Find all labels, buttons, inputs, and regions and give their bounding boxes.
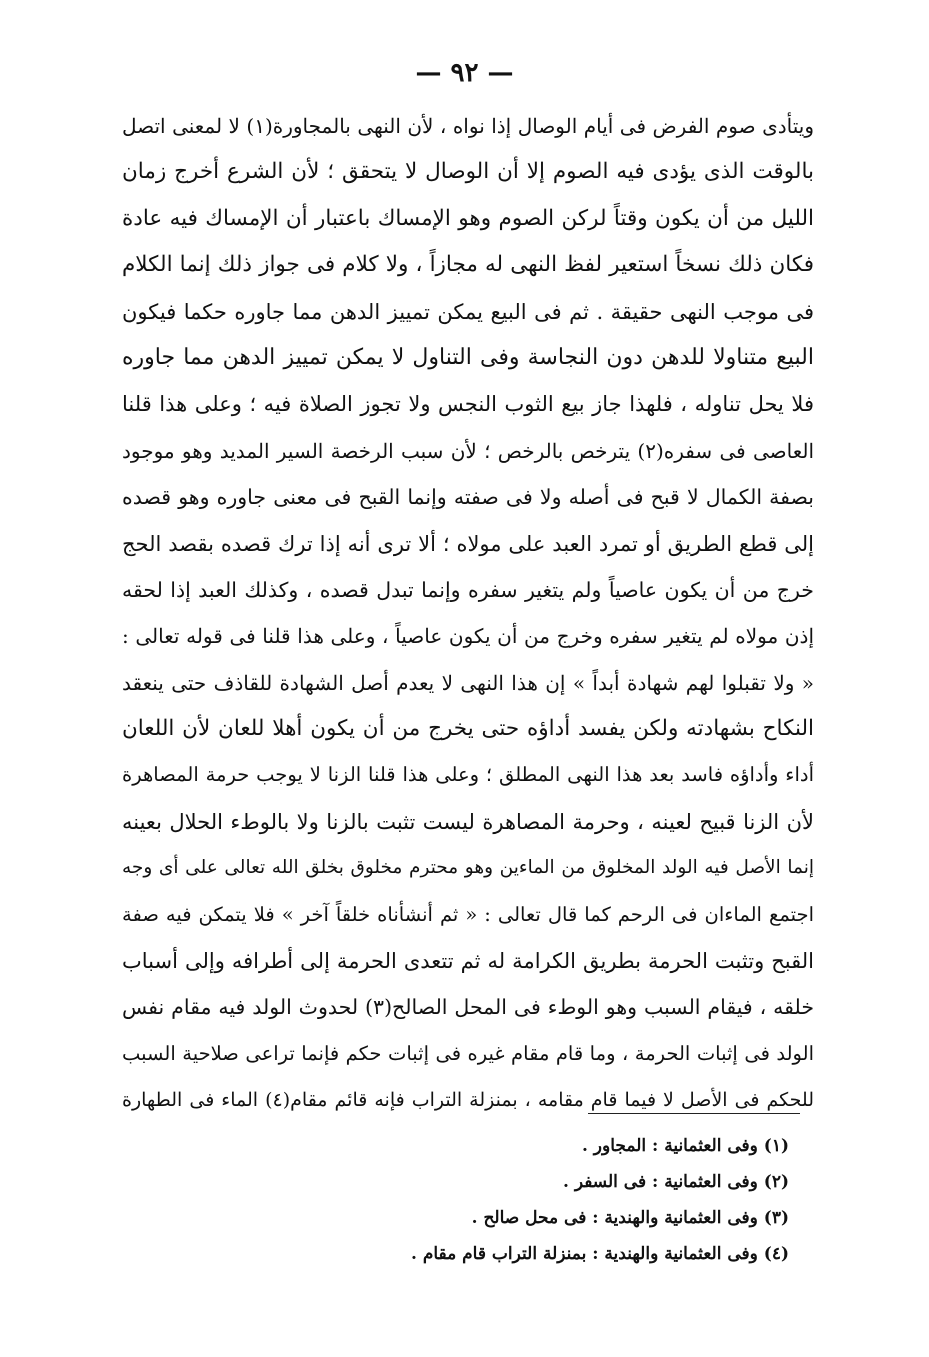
text-line: إنما الأصل فيه الولد المخلوق من الماءين وهو محترم مخلوق بخلق الله تعالى على أى وجه [122, 857, 814, 879]
text-line: النكاح بشهادته ولكن يفسد أداؤه حتى يخرج من أن يكون أهلا للعان لأن اللعان [122, 716, 814, 742]
text-line: العاصى فى سفره(٢) يترخص بالرخص ؛ لأن سبب الرخصة السير المديد وهو موجود [122, 438, 814, 463]
footnotes [289, 1128, 789, 1272]
text-line: خلقه ، فيقام السبب وهو الوطء فى المحل الصالح(٣) لحدوث الولد فيه مقام نفس [122, 995, 814, 1020]
text-line: « ولا تقبلوا لهم شهادة أبداً » إن هذا النهى لا يعدم أصل الشهادة للقاذف حتى ينعقد [122, 670, 814, 695]
text-line: الليل من أن يكون وقتاً لركن الصوم وهو الإمساك باعتبار أن الإمساك فيه عادة [122, 205, 814, 231]
footnote-separator [588, 1113, 800, 1114]
text-line: أداء وأداؤه فاسد بعد هذا النهى المطلق ؛ وعلى هذا قلنا الزنا لا يوجب حرمة المصاهرة [122, 763, 814, 787]
text-line: الولد فى إثبات الحرمة ، وما قام مقام غيره فى إثبات حكم فإنما تراعى صلاحية السبب [122, 1041, 814, 1065]
text-line: بصفة الكمال لا قبح فى أصله ولا فى صفته وإنما القبح فى معنى جاوره وهو قصده [122, 485, 814, 510]
text-line: البيع متناولا للدهن دون النجاسة وفى التناول لا يمكن تمييز الدهن مما جاوره [122, 344, 814, 370]
text-line: لأن الزنا قبيح لعينه ، وحرمة المصاهرة ليست تثبت بالزنا ولا بالوطء الحلال بعينه [122, 809, 814, 834]
footnote-2: (٢) وفى العثمانية : فى السفر . [562, 1172, 789, 1192]
footnote-4: (٤) وفى العثمانية والهندية : بمنزلة التراب قام مقام . [410, 1244, 789, 1264]
footnote-3: (٣) وفى العثمانية والهندية : فى محل صالح . [471, 1208, 789, 1228]
text-line: بالوقت الذى يؤدى فيه الصوم إلا أن الوصال لا يتحقق ؛ لأن الشرع أخرج زمان [122, 159, 814, 185]
main-text [122, 103, 814, 1124]
text-line: للحكم فى الأصل لا فيما قام مقامه ، بمنزلة التراب فإنه قائم مقام(٤) الماء فى الطهارة [122, 1089, 814, 1112]
text-line: القبح وتثبت الحرمة بطريق الكرامة له ثم تتعدى الحرمة إلى أطرافه وإلى أسباب [122, 949, 814, 974]
text-line: إلى قطع الطريق أو تمرد العبد على مولاه ؛ ألا ترى أنه إذا ترك قصده بقصد الحج [122, 531, 814, 556]
text-line: اجتمع الماءان فى الرحم كما قال تعالى : « ثم أنشأناه خلقاً آخر » فلا يتمكن فيه صفة [122, 902, 814, 926]
text-line: إذن مولاه لم يتغير سفره وخرج من أن يكون عاصياً ، وعلى هذا قلنا فى قوله تعالى : [122, 624, 814, 649]
text-line: فلا يحل تناوله ، فلهذا جاز بيع الثوب النجس ولا تجوز الصلاة فيه ؛ وعلى هذا قلنا [122, 392, 814, 417]
text-line: فكان ذلك نسخاً استعير لفظ النهى له مجازاً ، ولا كلام فى جواز ذلك إنما الكلام [122, 252, 814, 278]
text-line: ويتأدى صوم الفرض فى أيام الوصال إذا نواه ، لأن النهى بالمجاورة(١) لا لمعنى اتصل [122, 114, 814, 138]
text-line: فى موجب النهى حقيقة . ثم فى البيع يمكن تمييز الدهن مما جاوره حكما فيكون [122, 299, 814, 324]
page-number: — ٩٢ — [415, 58, 514, 88]
text-line: خرج من أن يكون عاصياً ولم يتغير سفره وإنما تبدل قصده ، وكذلك العبد إذا لحقه [122, 577, 814, 602]
footnote-1: (١) وفى العثمانية : المجاور . [581, 1136, 789, 1156]
